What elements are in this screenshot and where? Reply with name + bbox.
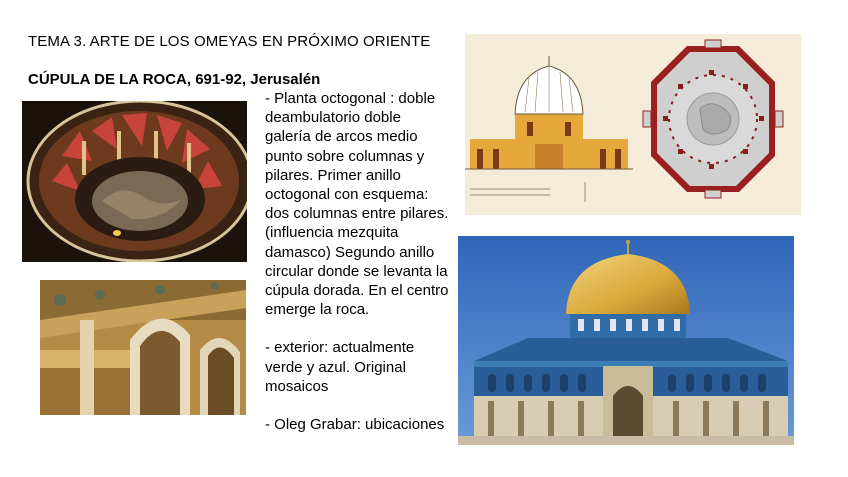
paragraph-exterior: - exterior: actualmente verde y azul. Original mosaicos	[265, 339, 415, 395]
dome-of-the-rock-exterior-photo	[458, 236, 794, 445]
arcade-mosaic-photo	[40, 280, 246, 415]
elevation-and-plan-drawings	[465, 34, 801, 215]
description-text	[265, 89, 450, 434]
paragraph-plan: - Planta octogonal : doble deambulatorio doble galería de arcos medio punto sobre columnas y pilares. Primer anillo octogonal con esquema: dos columnas entre pilares. (influencia mezquita damasco) Segundo anillo circular donde se levanta la cúpula dorada. En el centro emerge la roca.	[265, 90, 449, 319]
slide-title: TEMA 3. ARTE DE LOS OMEYAS EN PRÓXIMO ORIENTE	[28, 33, 431, 50]
paragraph-grabar: - Oleg Grabar: ubicaciones	[265, 416, 445, 434]
slide-subtitle: CÚPULA DE LA ROCA, 691-92, Jerusalén	[28, 71, 321, 88]
dome-interior-photo	[22, 101, 247, 262]
